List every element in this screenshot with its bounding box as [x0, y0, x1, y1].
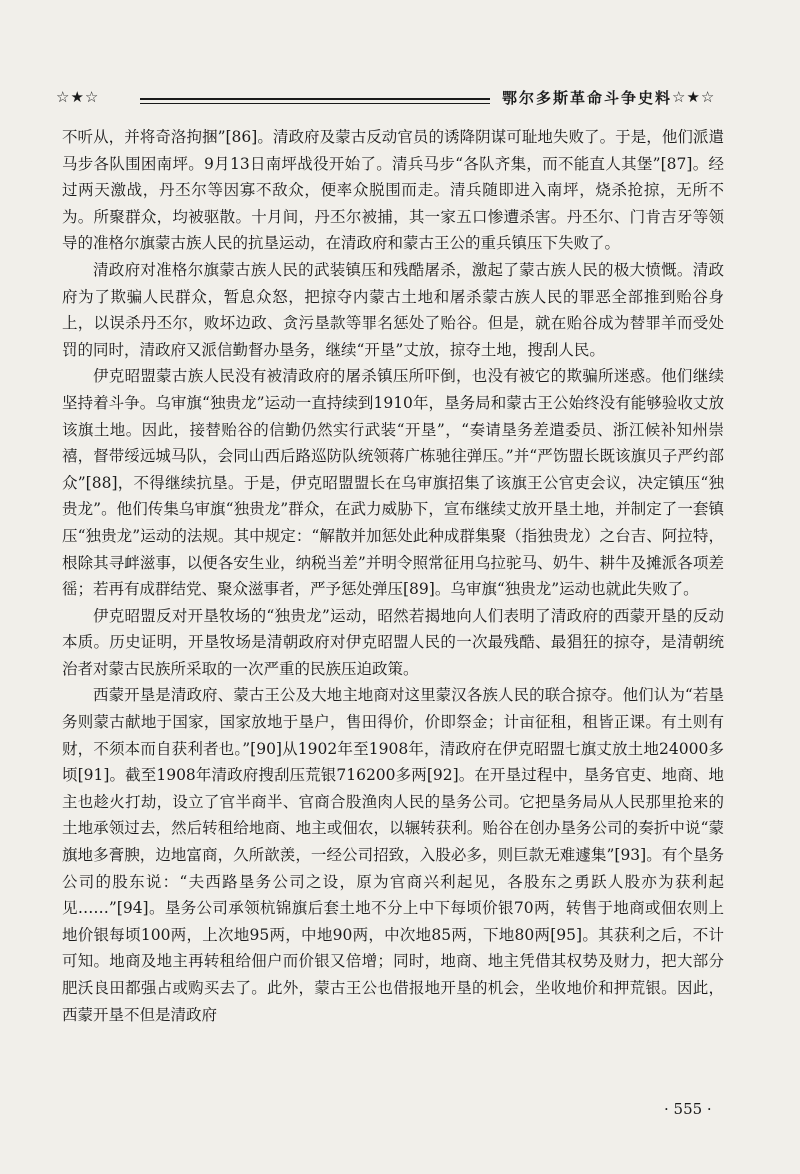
paragraph-3: 伊克昭盟蒙古族人民没有被清政府的屠杀镇压所吓倒，也没有被它的欺骗所迷惑。他们继续坚持着斗争。乌审旗“独贵龙”运动一直持续到1910年，垦务局和蒙古王公始终没有能够验收丈放该旗土地。因此，接替贻谷的信勤仍然实行武装“开垦”，“奏请垦务差遣委员、浙江候补知州崇禧，督带绥远城马队，会同山西后路巡防队统领蒋广栋驰往弹压。”并“严饬盟长既该旗贝子严约部众”[88]，不得继续抗垦。于是，伊克昭盟盟长在乌审旗招集了该旗王公官吏会议，决定镇压“独贵龙”。他们传集乌审旗“独贵龙”群众，在武力威胁下，宣布继续丈放开垦土地，并制定了一套镇压“独贵龙”运动的法规。其中规定：“解散并加惩处此种成群集聚（指独贵龙）之台吉、阿拉特，根除其寻衅滋事，以便各安生业，纳税当差”并明令照常征用乌拉驼马、奶牛、耕牛及摊派各项差徭；若再有成群结党、聚众滋事者，严予惩处弹压[89]。乌审旗“独贵龙”运动也就此失败了。 [62, 367, 724, 599]
page-number: · 555 · [664, 1100, 712, 1118]
body-text [62, 124, 724, 1028]
paragraph-1: 不听从，并将奇洛拘捆”[86]。清政府及蒙古反动官员的诱降阴谋可耻地失败了。于是，他们派遣马步各队围困南坪。9月13日南坪战役开始了。清兵马步“各队齐集，而不能直人其堡”[87]。经过两天激战，丹丕尔等因寡不敌众，便率众脱围而走。清兵随即进入南坪，烧杀抢掠，无所不为。所聚群众，均被驱散。十月间，丹丕尔被捕，其一家五口惨遭杀害。丹丕尔、门肯吉牙等领导的准格尔旗蒙古族人民的抗垦运动，在清政府和蒙古王公的重兵镇压下失败了。 [62, 128, 724, 253]
header-rule [140, 98, 490, 100]
paragraph-2: 清政府对准格尔旗蒙古族人民的武装镇压和残酷屠杀，激起了蒙古族人民的极大愤慨。清政府为了欺骗人民群众，暂息众怒，把掠夺内蒙古土地和屠杀蒙古族人民的罪恶全部推到贻谷身上，以误杀丹丕尔，败坏边政、贪污垦款等罪名惩处了贻谷。但是，就在贻谷成为替罪羊而受处罚的同时，清政府又派信勤督办垦务，继续“开垦”丈放，掠夺土地，搜刮人民。 [62, 260, 724, 359]
stars-right-ornament: ☆★☆ [672, 88, 716, 106]
header-title: 鄂尔多斯革命斗争史料 [502, 89, 673, 107]
paragraph-5: 西蒙开垦是清政府、蒙古王公及大地主地商对这里蒙汉各族人民的联合掠夺。他们认为“若垦务则蒙古献地于国家，国家放地于垦户，售田得价，价即祭金；计亩征租，租皆正课。有土则有财，不须本而自获利者也。”[90]从1902年至1908年，清政府在伊克昭盟七旗丈放土地24000多顷[91]。截至1908年清政府搜刮压荒银716200多两[92]。在开垦过程中，垦务官吏、地商、地主也趁火打劫，设立了官半商半、官商合股渔肉人民的垦务公司。它把垦务局从人民那里抢来的土地承领过去，然后转租给地商、地主或佃农，以辗转获利。贻谷在创办垦务公司的奏折中说“蒙旗地多膏腴，边地富商，久所歆羡，一经公司招致，入股必多，则巨款无难遽集”[93]。有个垦务公司的股东说：“夫西路垦务公司之设，原为官商兴利起见，各股东之勇跃人股亦为获利起见……”[94]。垦务公司承领杭锦旗后套土地不分上中下每顷价银70两，转售于地商或佃农则上地价银每顷100两，上次地95两，中地90两，中次地85两，下地80两[95]。其获利之后，不计可知。地商及地主再转租给佃户而价银又倍增；同时，地商、地主凭借其权势及财力，把大部分肥沃良田都强占或购买去了。此外，蒙古王公也借报地开垦的机会，坐收地价和押荒银。因此，西蒙开垦不但是清政府 [62, 686, 724, 1024]
running-header [56, 84, 724, 114]
paragraph-4: 伊克昭盟反对开垦牧场的“独贵龙”运动，昭然若揭地向人们表明了清政府的西蒙开垦的反动本质。历史证明，开垦牧场是清朝政府对伊克昭盟人民的一次最残酷、最猖狂的掠夺，是清朝统治者对蒙古民族所采取的一次严重的民族压迫政策。 [62, 606, 724, 678]
stars-left-ornament: ☆★☆ [56, 88, 100, 106]
